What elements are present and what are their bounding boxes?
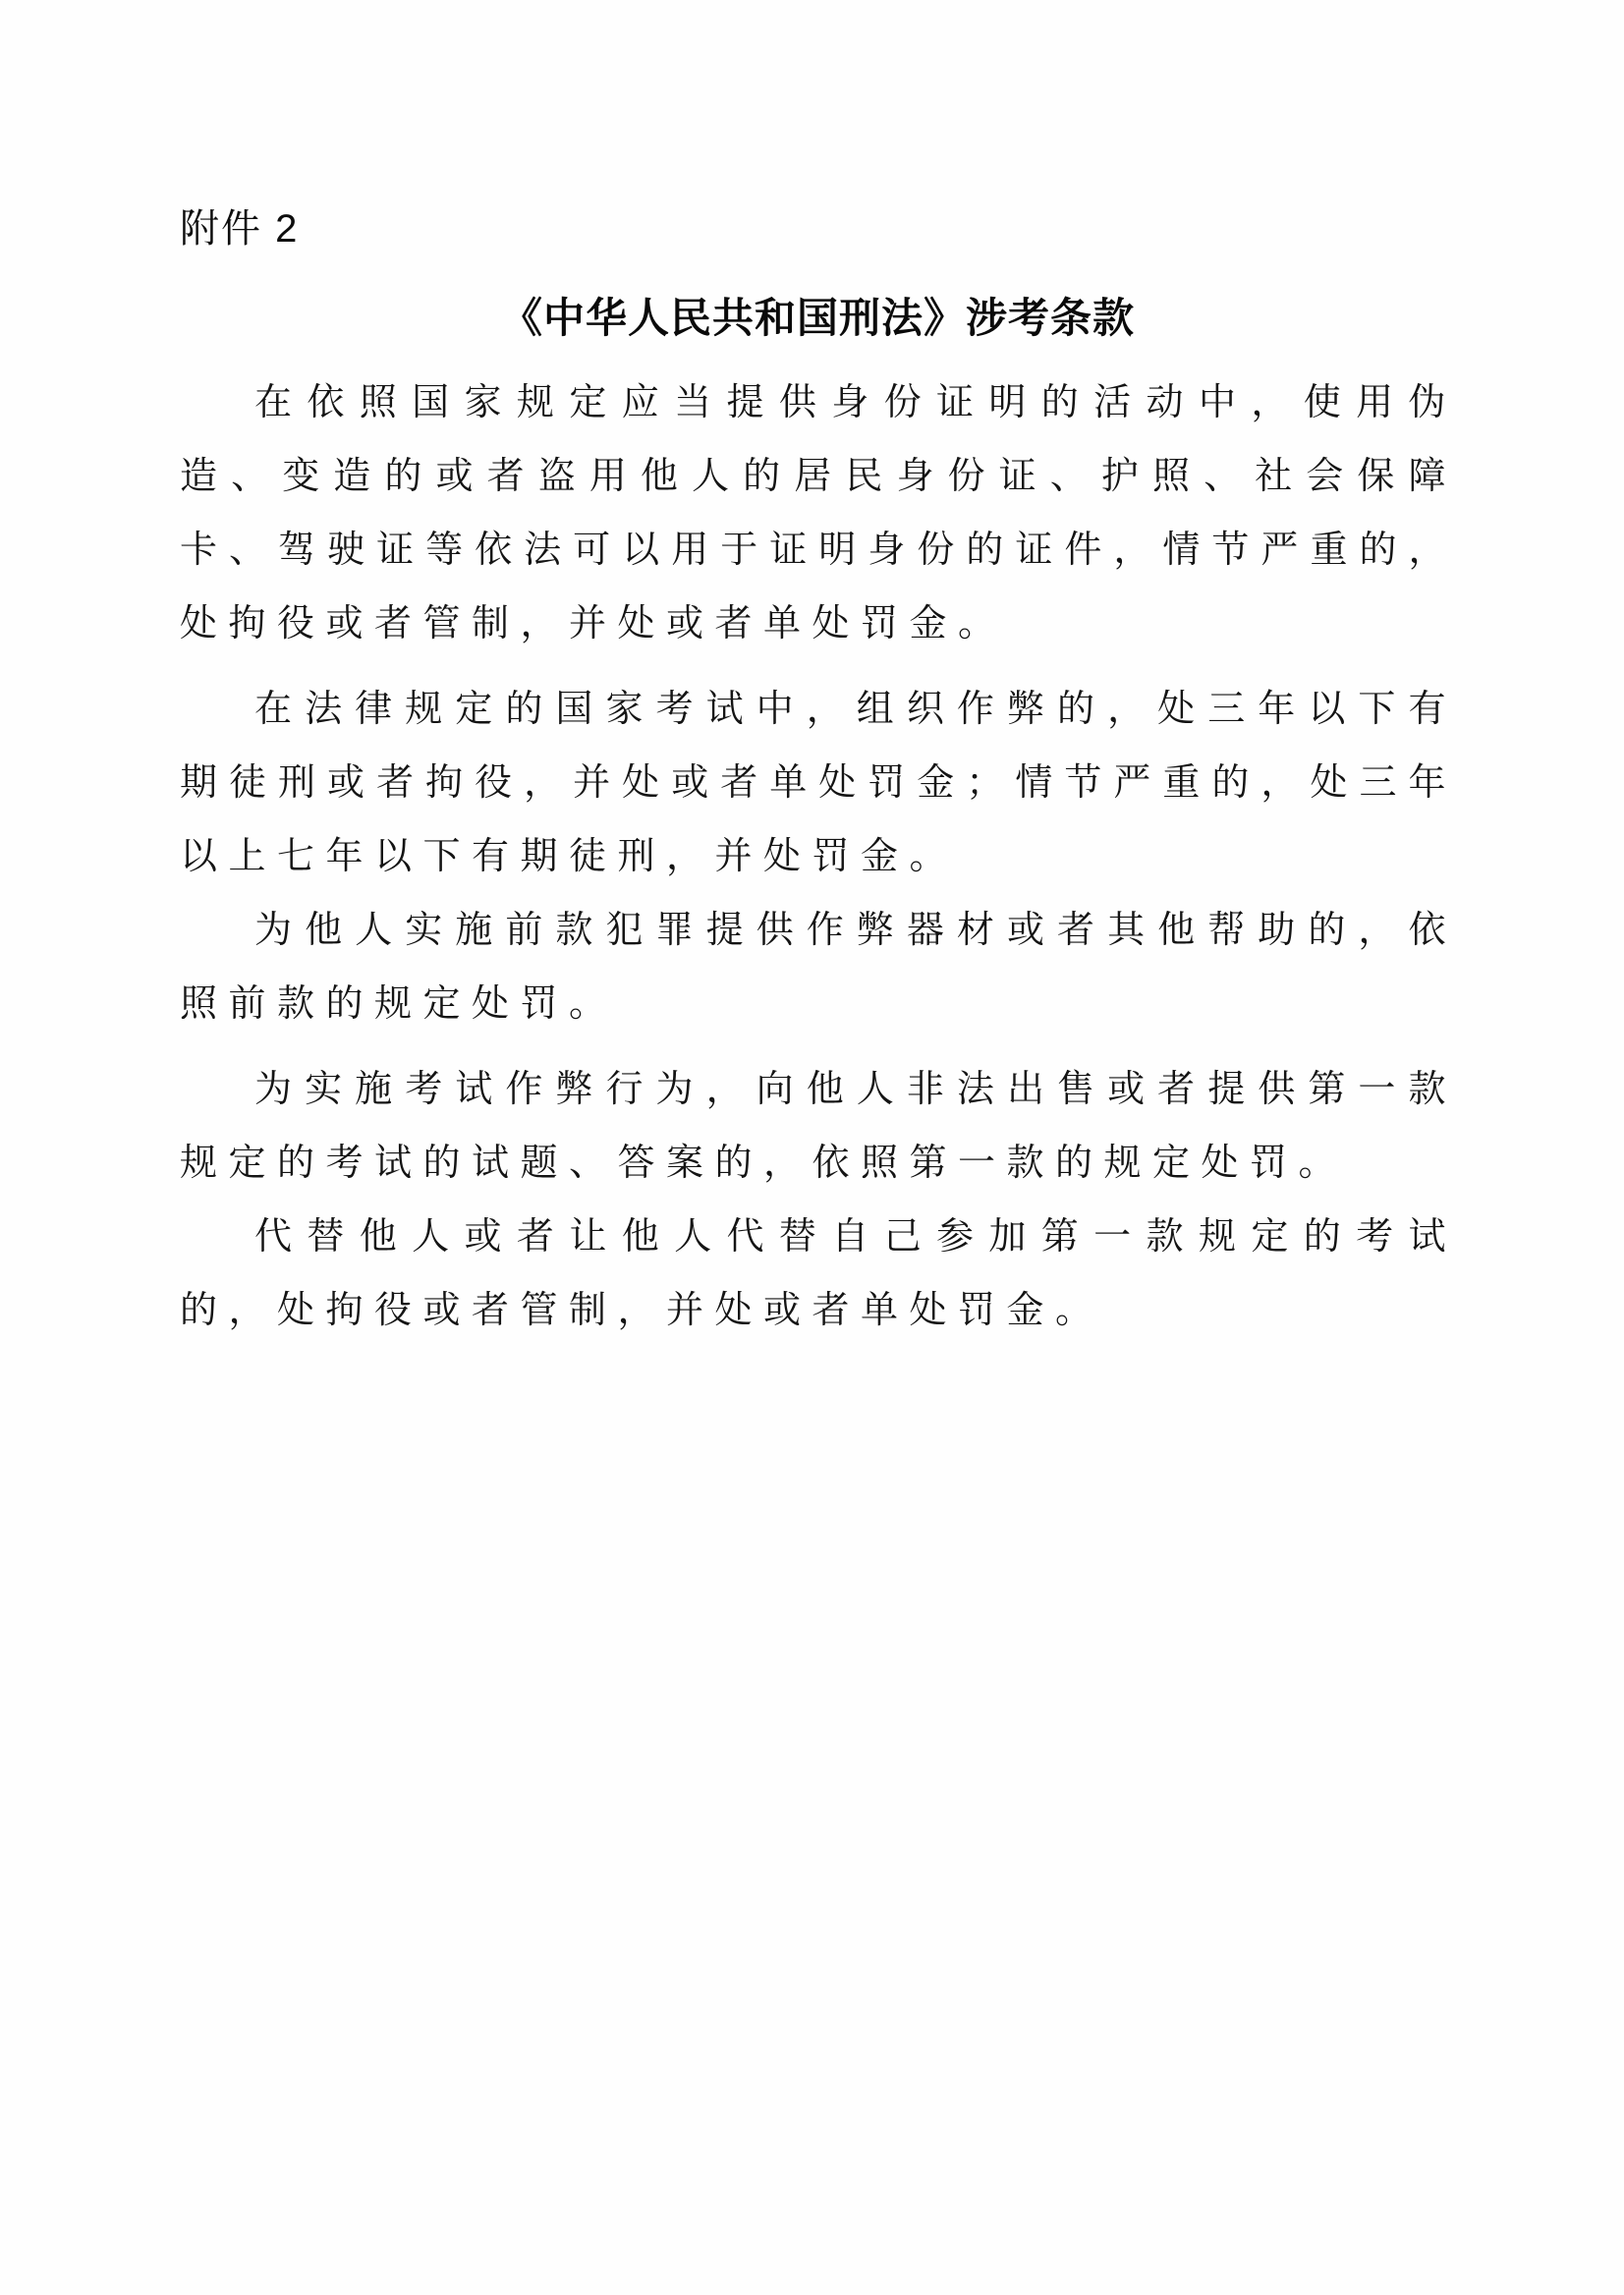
attachment-label: 附件 2 [180,207,300,251]
paragraph-identity-fraud: 在依照国家规定应当提供身份证明的活动中，使用伪造、变造的或者盗用他人的居民身份证、护照、社会保障卡、驾驶证等依法可以用于证明身份的证件，情节严重的，处拘役或者管制，并处或者单处罚金。 [180,380,1457,644]
paragraph-cheating-assistance: 为他人实施前款犯罪提供作弊器材或者其他帮助的，依照前款的规定处罚。 [180,908,1457,1025]
paragraph-proxy-exam: 代替他人或者让他人代替自己参加第一款规定的考试的，处拘役或者管制，并处或者单处罚金。 [180,1214,1457,1331]
document-title: 《中华人民共和国刑法》涉考条款 [500,294,1135,342]
paragraph-organized-cheating: 在法律规定的国家考试中，组织作弊的，处三年以下有期徒刑或者拘役，并处或者单处罚金；情节严重的，处三年以上七年以下有期徒刑，并处罚金。 [180,687,1457,877]
paragraph-selling-answers: 为实施考试作弊行为，向他人非法出售或者提供第一款规定的考试的试题、答案的，依照第一款的规定处罚。 [180,1067,1457,1184]
document-body [180,365,1457,1347]
